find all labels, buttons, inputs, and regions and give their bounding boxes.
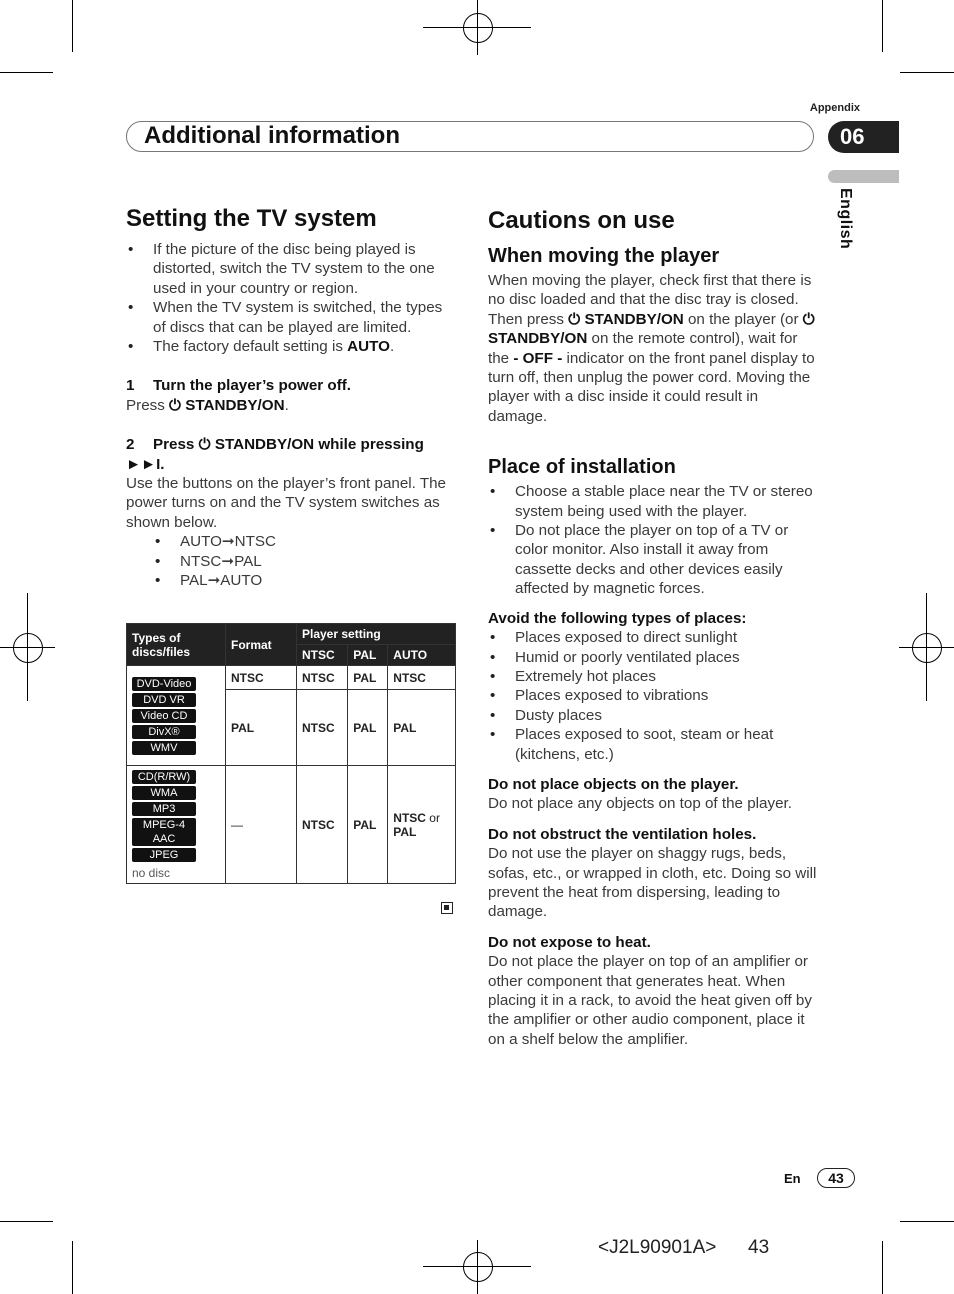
avoid-title: Avoid the following types of places:: [488, 609, 747, 627]
list-item: • Places exposed to soot, steam or heat (kitchens, etc.): [488, 725, 818, 764]
page-title: Additional information: [144, 122, 400, 149]
tv-system-table: [126, 623, 456, 884]
registration-mark: [13, 633, 43, 663]
power-icon: ⏻: [169, 396, 186, 414]
header-auto: AUTO: [388, 645, 456, 666]
tv-system-cycle: [153, 532, 456, 590]
table-cell: PAL: [348, 690, 388, 766]
objects-title: Do not place objects on the player.: [488, 775, 739, 793]
next-icon: ►►I.: [126, 455, 165, 473]
document-page: 43: [748, 1237, 770, 1258]
header-player-setting: Player setting: [297, 624, 456, 645]
power-icon: ⏻: [568, 310, 585, 328]
subheading-moving: When moving the player: [488, 245, 720, 267]
right-column: [488, 207, 818, 1049]
moving-text: [488, 271, 818, 426]
registration-mark: [912, 633, 942, 663]
disc-badge: CD(R/RW): [132, 770, 196, 784]
crop-mark: [72, 1241, 73, 1294]
button-name: STANDBY/ON: [488, 330, 588, 348]
list-item: • Humid or poorly ventilated places: [488, 648, 818, 667]
crop-mark: [0, 1221, 53, 1222]
step-title: Press: [153, 436, 199, 454]
list-item: • Dusty places: [488, 706, 818, 725]
disc-badges: [132, 770, 220, 862]
disc-badge: WMA: [132, 786, 196, 800]
disc-badge: MPEG-4 AAC: [132, 818, 196, 846]
tv-system-bullets: [126, 240, 456, 356]
table-cell: —: [226, 766, 297, 884]
section-heading-tv-system: Setting the TV system: [126, 205, 377, 232]
list-item: • Places exposed to vibrations: [488, 686, 818, 705]
paragraph-text: on the player (or: [683, 310, 803, 328]
ventilation-title: Do not obstruct the ventilation holes.: [488, 825, 757, 843]
disc-types-cell: [127, 666, 226, 766]
installation-bullets: [488, 482, 818, 598]
table-cell: NTSC: [388, 666, 456, 690]
button-name: STANDBY/ON: [584, 310, 684, 328]
paragraph-text: When moving the player, check first that there is no disc loaded and that the disc tray is closed. Then press: [488, 272, 812, 328]
table-cell: NTSC: [226, 666, 297, 690]
list-item: [126, 337, 456, 356]
table-cell: PAL: [226, 690, 297, 766]
crop-mark: [72, 0, 73, 52]
header-types: Types of discs/files: [127, 624, 226, 666]
disc-badge: DVD VR: [132, 693, 196, 707]
crop-mark: [900, 72, 954, 73]
end-mark-icon: [441, 902, 453, 914]
chapter-tab: 06: [828, 121, 899, 153]
disc-types-cell: [127, 766, 226, 884]
power-icon: ⏻: [802, 310, 815, 328]
crop-mark: [882, 1241, 883, 1294]
list-item: • When the TV system is switched, the types of discs that can be played are limited.: [126, 298, 456, 337]
list-item: • NTSC➞PAL: [153, 552, 456, 571]
list-item: • AUTO➞NTSC: [153, 532, 456, 551]
step-1-title: [126, 376, 456, 395]
list-item: • If the picture of the disc being played is distorted, switch the TV system to the one used in your country or region.: [126, 240, 456, 298]
heat-text: Do not place the player on top of an amplifier or other component that generates heat. When placing it in a rack, to avoid the heat given off by the amplifier or other audio component, place it on a shelf below the amplifier.: [488, 953, 812, 1048]
step-title: Turn the player’s power off.: [153, 377, 352, 395]
disc-badge: WMV: [132, 741, 196, 755]
objects-text: Do not place any objects on top of the player.: [488, 795, 792, 813]
list-item: • Do not place the player on top of a TV or color monitor. Also install it away from cassette decks and other devices easily affected by magnetic forces.: [488, 521, 818, 599]
step-number: 1: [126, 377, 135, 395]
registration-mark: [463, 13, 493, 43]
ventilation-text: Do not use the player on shaggy rugs, beds, sofas, etc., or wrapped in cloth, etc. Doing so will prevent the heat from dispersing, leading to damage.: [488, 845, 817, 921]
section-label: Appendix: [809, 102, 860, 114]
footer-language: En: [784, 1171, 801, 1186]
table-cell: NTSC: [297, 690, 348, 766]
list-item: • Extremely hot places: [488, 667, 818, 686]
table-cell: PAL: [388, 690, 456, 766]
page-number: 43: [817, 1168, 855, 1188]
step-text: .: [284, 396, 289, 414]
step-number: 2: [126, 436, 135, 454]
crop-mark: [882, 0, 883, 52]
header-format: Format: [226, 624, 297, 666]
paragraph-text: indicator on the front panel display to turn off, then unplug the power cord. Moving the player with a disc inside it could result in damage.: [488, 349, 815, 425]
paragraph-text: on the remote control), wait for the: [488, 330, 798, 367]
language-label: English: [837, 188, 854, 250]
table-cell: PAL: [348, 766, 388, 884]
step-2-title: [126, 435, 456, 474]
table-cell: [388, 766, 456, 884]
step-1-text: [126, 396, 456, 415]
cell-text: or: [425, 810, 440, 825]
list-item: • PAL➞AUTO: [153, 571, 456, 590]
disc-badge: MP3: [132, 802, 196, 816]
no-disc-label: no disc: [132, 865, 171, 880]
cell-text: NTSC: [393, 810, 426, 825]
power-icon: ⏻: [198, 436, 215, 454]
crop-mark: [900, 1221, 954, 1222]
disc-badge: DivX®: [132, 725, 196, 739]
table-cell: NTSC: [297, 666, 348, 690]
disc-badge: DVD-Video: [132, 677, 196, 691]
step-2-text: Use the buttons on the player’s front panel. The power turns on and the TV system switches as shown below.: [126, 475, 446, 531]
table-cell: NTSC: [297, 766, 348, 884]
crop-mark: [0, 72, 53, 73]
step-title: STANDBY/ON while pressing: [214, 436, 424, 454]
disc-badge: JPEG: [132, 848, 196, 862]
document-code: <J2L90901A>: [598, 1237, 717, 1258]
heat-title: Do not expose to heat.: [488, 933, 651, 951]
off-indicator: - OFF -: [513, 349, 563, 367]
list-item: • Choose a stable place near the TV or stereo system being used with the player.: [488, 482, 818, 521]
subheading-installation: Place of installation: [488, 456, 676, 479]
registration-mark: [463, 1252, 493, 1282]
bullet-text: .: [389, 338, 395, 356]
section-heading-cautions: Cautions on use: [488, 207, 675, 234]
bullet-text: The factory default setting is: [153, 338, 348, 356]
disc-badges: [132, 677, 220, 755]
list-item: • Places exposed to direct sunlight: [488, 628, 818, 647]
table-cell: PAL: [348, 666, 388, 690]
header-pal: PAL: [348, 645, 388, 666]
header-ntsc: NTSC: [297, 645, 348, 666]
disc-badge: Video CD: [132, 709, 196, 723]
step-text: Press: [126, 396, 170, 414]
cell-text: PAL: [393, 824, 417, 839]
avoid-bullets: [488, 628, 818, 764]
button-name: STANDBY/ON: [185, 396, 285, 414]
default-setting: AUTO: [347, 338, 390, 356]
left-column: [126, 205, 456, 591]
language-tab: [828, 170, 899, 183]
